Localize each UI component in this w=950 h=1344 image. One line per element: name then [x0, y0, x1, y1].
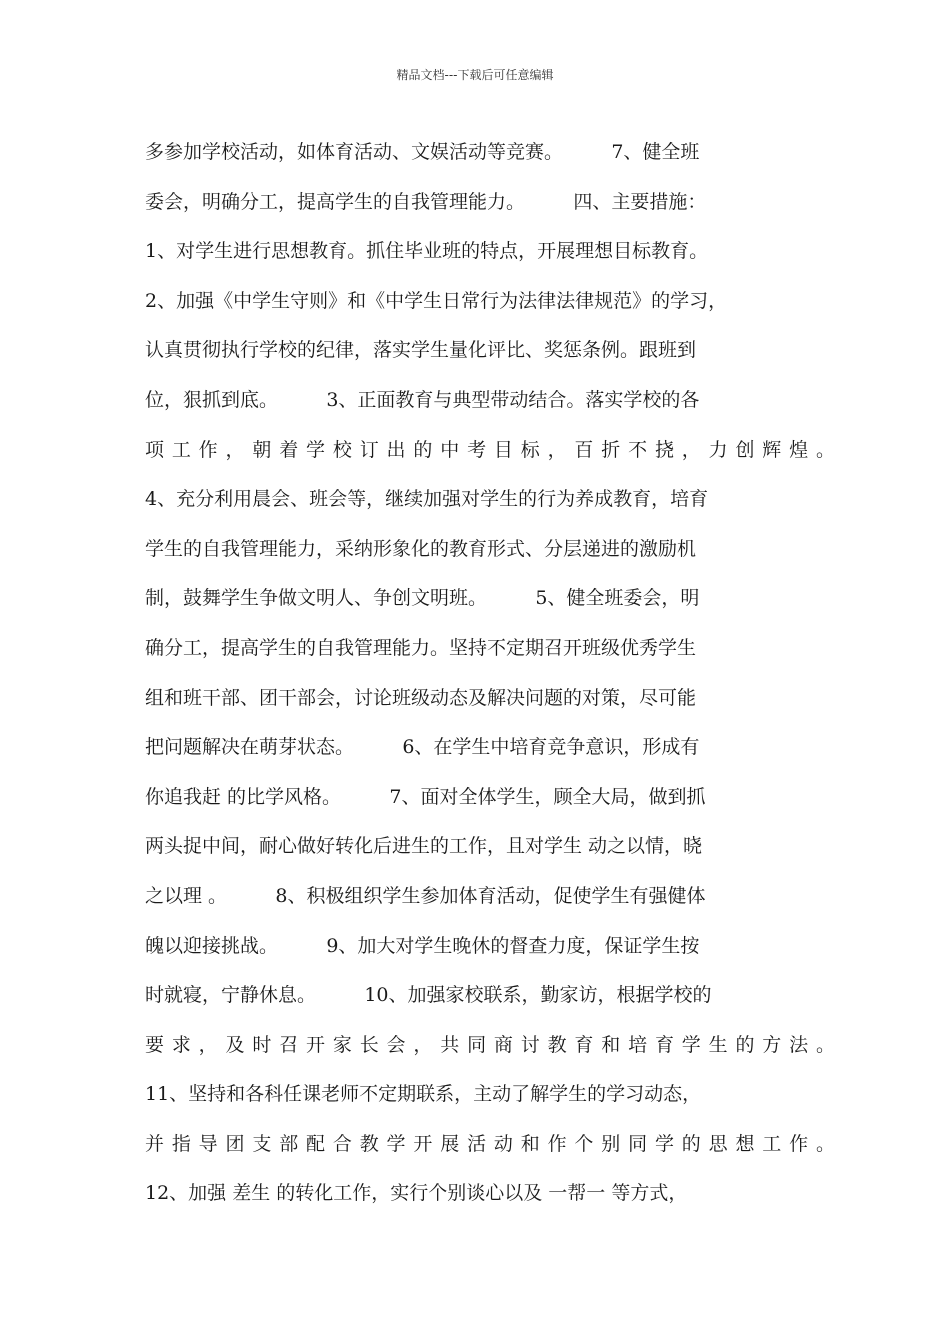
text-line: 学生的自我管理能力，采纳形象化的教育形式、分层递进的激励机	[145, 537, 697, 560]
text-line: 组和班干部、团干部会，讨论班级动态及解决问题的对策，尽可能	[145, 686, 697, 709]
text-line: 之以理 。 8、积极组织学生参加体育活动，促使学生有强健体	[145, 884, 706, 907]
text-line: 12、加强 差生 的转化工作，实行个别谈心以及 一帮一 等方式，	[145, 1182, 688, 1205]
text-line: 两头捉中间，耐心做好转化后进生的工作，且对学生 动之以情，晓	[145, 835, 703, 858]
text-line: 认真贯彻执行学校的纪律，落实学生量化评比、奖惩条例。跟班到	[145, 339, 697, 362]
text-line: 项工作，朝着学校订出的中考目标，百折不挠，力创辉煌。	[145, 438, 835, 461]
document-body	[145, 132, 835, 1223]
text-line: 2、加强《中学生守则》和《中学生日常行为法律法律规范》的学习，	[145, 289, 728, 312]
text-line: 位，狠抓到底。 3、正面教育与典型带动结合。落实学校的各	[145, 388, 700, 411]
text-line: 你追我赶 的比学风格。 7、面对全体学生，顾全大局，做到抓	[145, 785, 706, 808]
text-line: 多参加学校活动，如体育活动、文娱活动等竞赛。 7、健全班	[145, 141, 700, 163]
text-line: 确分工，提高学生的自我管理能力。坚持不定期召开班级优秀学生	[145, 636, 697, 659]
text-line: 要求，及时召开家长会，共同商讨教育和培育学生的方法。	[145, 1033, 835, 1056]
text-line: 把问题解决在萌芽状态。 6、在学生中培育竞争意识，形成有	[145, 736, 700, 759]
text-line: 4、充分利用晨会、班会等，继续加强对学生的行为养成教育，培育	[145, 488, 709, 511]
text-line: 并指导团支部配合教学开展活动和作个别同学的思想工作。	[145, 1132, 835, 1155]
text-line: 11、坚持和各科任课老师不定期联系，主动了解学生的学习动态，	[145, 1083, 702, 1106]
page-header: 精品文档---下载后可任意编辑	[396, 68, 554, 82]
text-line: 时就寝，宁静休息。 10、加强家校联系，勤家访，根据学校的	[145, 984, 712, 1007]
text-line: 1、对学生进行思想教育。抓住毕业班的特点，开展理想目标教育。	[145, 240, 709, 263]
text-line: 魄以迎接挑战。 9、加大对学生晚休的督查力度，保证学生按	[145, 934, 700, 957]
text-line: 委会，明确分工，提高学生的自我管理能力。 四、主要措施：	[145, 190, 707, 213]
text-line: 制，鼓舞学生争做文明人、争创文明班。 5、健全班委会，明	[145, 587, 700, 610]
